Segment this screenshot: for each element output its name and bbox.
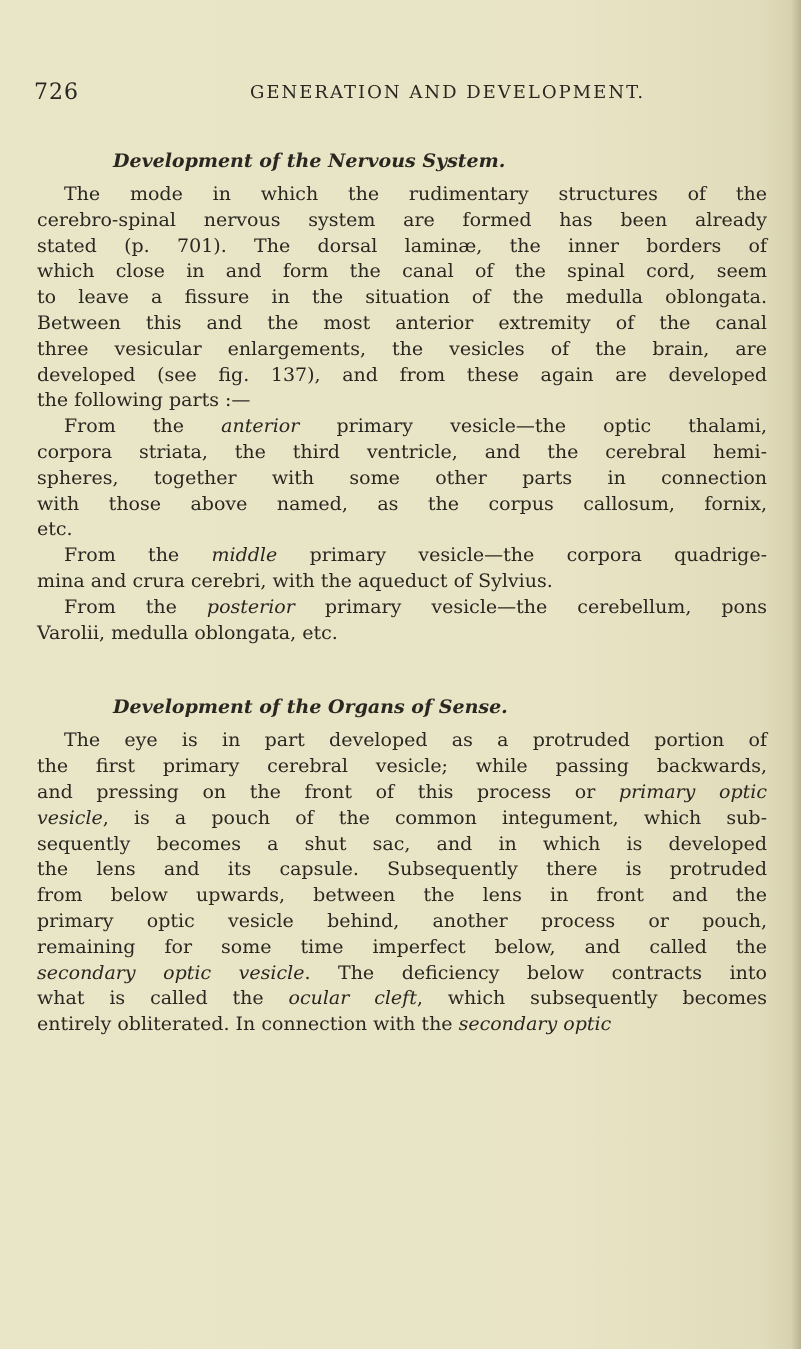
emphasis-term: secondary optic vesicle — [37, 961, 305, 984]
text-line: entirely obliterated. In connection with the secondary optic — [37, 1013, 612, 1036]
text-line: etc. — [37, 518, 73, 541]
text-line: the lens and its capsule. Subsequently there is protruded — [37, 858, 767, 881]
text-line: cerebro-spinal nervous system are formed has been already — [37, 208, 767, 231]
text-line: developed (see fig. 137), and from these again are developed — [37, 363, 767, 386]
emphasis-posterior: posterior — [206, 595, 295, 618]
text-line: The mode in which the rudimentary structures of the — [64, 183, 767, 205]
text-line: mina and crura cerebri, with the aqueduct of Sylvius. — [37, 569, 553, 592]
text-line: what is called the ocular cleft, which subsequently becomes — [37, 987, 767, 1010]
text-line: remaining for some time imperfect below, and called the — [37, 935, 767, 958]
section-title-organs-of-sense: Development of the Organs of Sense. — [113, 696, 508, 719]
emphasis-term: ocular cleft — [288, 987, 417, 1010]
page-content — [37, 148, 767, 1038]
text-line: sequently becomes a shut sac, and in which is developed — [37, 832, 767, 855]
text-line: The eye is in part developed as a protruded portion of — [64, 729, 767, 752]
text-line: corpora striata, the third ventricle, and the cerebral hemi- — [37, 440, 767, 463]
text-line: from below upwards, between the lens in front and the — [37, 884, 767, 907]
text-line: Between this and the most anterior extremity of the canal — [37, 311, 767, 334]
paragraph-middle-vesicle — [37, 543, 767, 595]
paragraph-posterior-vesicle — [37, 595, 767, 647]
text-line: From the posterior primary vesicle—the cerebellum, pons — [64, 595, 767, 618]
emphasis-middle: middle — [211, 544, 278, 567]
text-line: spheres, together with some other parts in connection — [37, 466, 767, 489]
text-line: From the anterior primary vesicle—the optic thalami, — [64, 415, 768, 438]
text-line: vesicle, is a pouch of the common integument, which sub- — [37, 806, 767, 829]
page-header — [34, 80, 774, 110]
text-line: stated (p. 701). The dorsal laminæ, the inner borders of — [37, 234, 767, 257]
paragraph-anterior-vesicle — [37, 414, 767, 543]
emphasis-term: secondary optic — [458, 1013, 612, 1036]
text-line: secondary optic vesicle. The deficiency below contracts into — [37, 961, 767, 984]
section-title-nervous-system: Development of the Nervous System. — [113, 150, 506, 172]
page-number: 726 — [34, 80, 79, 105]
text-line: which close in and form the canal of the spinal cord, seem — [37, 260, 767, 283]
text-line: From the middle primary vesicle—the corpora quadrige- — [64, 544, 767, 567]
running-head: GENERATION AND DEVELOPMENT. — [250, 82, 646, 103]
text-line: Varolii, medulla oblongata, etc. — [37, 621, 338, 644]
text-line: with those above named, as the corpus callosum, fornix, — [37, 492, 767, 515]
emphasis-anterior: anterior — [221, 415, 300, 438]
text-line: primary optic vesicle behind, another process or pouch, — [37, 909, 767, 932]
paragraph-nervous-intro — [37, 182, 767, 414]
emphasis-term: primary optic — [618, 780, 767, 803]
text-line: the following parts :— — [37, 389, 251, 412]
paragraph-eye-development — [37, 728, 767, 1038]
text-line: the first primary cerebral vesicle; while passing backwards, — [37, 755, 767, 778]
text-line: and pressing on the front of this process or primary optic — [37, 780, 767, 803]
text-line: three vesicular enlargements, the vesicles of the brain, are — [37, 337, 767, 360]
text-line: to leave a fissure in the situation of the medulla oblongata. — [37, 286, 767, 309]
emphasis-term: vesicle — [37, 806, 103, 829]
page-edge-shadow — [791, 0, 801, 1349]
